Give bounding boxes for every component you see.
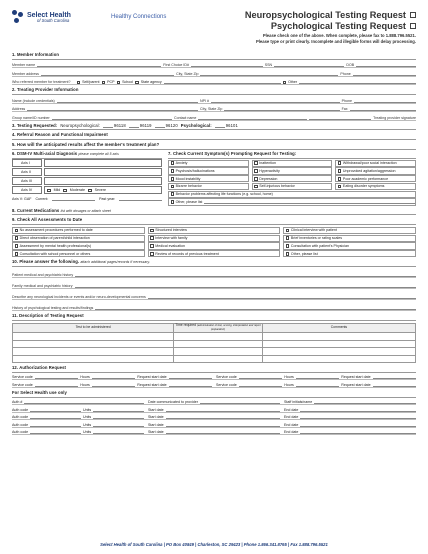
svc-label: Service code (216, 375, 237, 380)
end-date-label: End date (284, 407, 299, 412)
dob-field[interactable] (356, 63, 416, 67)
provider-fax-field[interactable] (350, 107, 416, 111)
symptom-label: Inattention (259, 161, 277, 166)
form-header (12, 10, 416, 50)
assessment-checkbox[interactable] (150, 244, 154, 248)
other-symptom-checkbox[interactable] (171, 200, 175, 204)
units-field[interactable] (93, 415, 144, 419)
code-96120: 96120 (165, 122, 178, 128)
start-date-label: Start date (148, 430, 164, 435)
code-96119-field[interactable] (129, 124, 139, 128)
symptom-checkbox[interactable] (338, 161, 342, 165)
date-communicated-field[interactable] (200, 400, 280, 404)
col-time-hint: (administration of test, scoring, interpretation and report preparation) (197, 324, 261, 332)
dsm-diagnosis (12, 152, 162, 206)
school-label: School (122, 80, 134, 85)
auth-code-row (12, 405, 416, 413)
axis-2-field[interactable] (44, 168, 162, 176)
assessment-checkbox[interactable] (286, 236, 290, 240)
form-titles (196, 10, 416, 45)
axis-1-field[interactable] (44, 159, 162, 167)
symptom-checkbox[interactable] (254, 169, 258, 173)
units-label: Units (83, 407, 92, 412)
table-row[interactable] (13, 333, 416, 341)
group-label: Group name/ID number (12, 115, 50, 120)
hours-label: Hours (284, 375, 294, 380)
member-phone-label: Phone (340, 71, 351, 76)
hours-label: Hours (80, 375, 90, 380)
mild-label: Mild (53, 188, 61, 193)
start-date-field[interactable] (166, 415, 280, 419)
symptom-label: Mood instability (175, 176, 201, 181)
gaf-current-field[interactable] (52, 197, 95, 201)
instructions (196, 33, 416, 44)
auth-number-field[interactable] (24, 400, 144, 404)
start-field[interactable] (373, 383, 416, 387)
other-symptom-label: Other, please list (175, 200, 203, 204)
provider-name-field[interactable] (57, 99, 198, 103)
symptom-option[interactable] (252, 160, 333, 167)
units-field[interactable] (93, 408, 144, 412)
assessment-option[interactable] (12, 250, 145, 257)
units-field[interactable] (93, 430, 144, 434)
agency-line (164, 80, 281, 84)
assessment-label: Structured interview (155, 228, 188, 233)
provider-address-label: Address (12, 107, 26, 112)
title-neuro: Neuropsychological Testing Request (244, 10, 406, 20)
table-row[interactable] (13, 348, 416, 356)
section-testing-requested (12, 124, 416, 131)
start-field[interactable] (169, 383, 212, 387)
assessment-checkbox[interactable] (15, 252, 19, 256)
assessment-option[interactable] (283, 227, 416, 234)
select-health-logo (12, 10, 107, 26)
symptom-checkbox[interactable] (171, 169, 175, 173)
assessment-option[interactable] (12, 227, 145, 234)
section-referral-reason: 4. Referral Reason and Functional Impairment (12, 133, 416, 140)
svc-field[interactable] (35, 375, 78, 379)
symptom-checkbox[interactable] (338, 169, 342, 173)
section-testing-description: 11. Description of Testing Request (12, 314, 416, 321)
svc-field[interactable] (239, 383, 282, 387)
assessment-checkbox[interactable] (15, 244, 19, 248)
office-auth-row (12, 398, 416, 406)
code-96119: 96119 (139, 122, 152, 128)
auth-code-rows (12, 405, 416, 435)
mild-checkbox[interactable] (47, 189, 51, 193)
gaf-past-label: Past year: (99, 197, 116, 202)
auth-code-field[interactable] (30, 430, 81, 434)
symptom-checkbox[interactable] (254, 161, 258, 165)
axis-1-label: Axis I (12, 159, 42, 167)
code-96120-field[interactable] (155, 124, 165, 128)
questions-hint: attach additional pages/records if necessary. (80, 260, 150, 265)
q-family-history: Family medical and psychiatric history (12, 284, 73, 289)
units-field[interactable] (93, 423, 144, 427)
symptom-grid (168, 159, 416, 190)
hours-field[interactable] (92, 383, 135, 387)
q-testing-history: History of psychological testing and results/findings (12, 306, 94, 311)
brand-name: Select Health (27, 12, 71, 20)
hours-label: Hours (284, 382, 294, 387)
assessment-option[interactable] (148, 250, 281, 257)
section-questions: 10. Please answer the following. (12, 259, 80, 265)
auth-code-row (12, 428, 416, 436)
svc-label: Service code (12, 382, 33, 387)
other-referral-label: Other (288, 80, 298, 85)
symptom-checkbox[interactable] (254, 185, 258, 189)
provider-city-field[interactable] (224, 107, 339, 111)
symptom-option[interactable] (335, 183, 416, 190)
assessment-label: Clinical interview with patient (290, 228, 337, 233)
section-provider-info: 2. Treating Provider Information (12, 88, 416, 95)
code-96118: 96118 (113, 122, 126, 128)
assessment-label: Review of records of previous treatment (155, 251, 219, 256)
self-parent-checkbox[interactable] (77, 81, 81, 85)
auth-number-label: Auth # (12, 400, 23, 405)
symptom-checkbox[interactable] (171, 177, 175, 181)
section-medications: 8. Current Medications (12, 207, 60, 213)
symptom-checkbox[interactable] (254, 177, 258, 181)
dsm-hint: please complete all 5 axis (78, 152, 119, 157)
hours-field[interactable] (296, 383, 339, 387)
assessment-option[interactable] (148, 227, 281, 234)
first-choice-label: First Choice ID# (163, 63, 190, 68)
units-label: Units (83, 422, 92, 427)
svc-field[interactable] (35, 383, 78, 387)
start-field[interactable] (373, 375, 416, 379)
member-address-label: Member address (12, 71, 39, 76)
col-time-label: Time required (175, 323, 197, 328)
end-date-label: End date (284, 430, 299, 435)
provider-address-field[interactable] (27, 107, 198, 111)
axis-5-label: Axis V: GAF (12, 197, 32, 202)
assessment-label: Brief inventories or rating scales (290, 236, 343, 241)
auth-code-field[interactable] (30, 408, 81, 412)
member-name-field[interactable] (37, 63, 161, 67)
other-referral-checkbox[interactable] (283, 81, 287, 85)
code-96101: 96101 (225, 122, 238, 128)
start-date-field[interactable] (166, 408, 280, 412)
assessment-checkbox[interactable] (286, 244, 290, 248)
symptom-option[interactable] (335, 175, 416, 182)
state-agency-label: State agency (140, 80, 162, 85)
svc-field[interactable] (239, 375, 282, 379)
symptom-label: Unprovoked agitation/aggression (342, 168, 396, 173)
contact-label: Contact name (174, 115, 197, 120)
pcp-label: PCP (107, 80, 115, 85)
axis-3-label: Axis III (12, 177, 42, 185)
provider-phone-label: Phone (341, 98, 352, 103)
start-date-label: Start date (148, 407, 164, 412)
code-96101-field[interactable] (215, 124, 225, 128)
note-clear: Please type or print clearly. Incomplete and illegible forms will delay processing. (255, 38, 416, 44)
provider-city-label: City, State Zip (200, 107, 223, 112)
group-field[interactable] (52, 116, 172, 120)
assessment-option[interactable] (283, 235, 416, 242)
symptom-option[interactable] (335, 160, 416, 167)
assessment-label: Consultation with patient's Physician (290, 244, 349, 248)
assessment-checkbox[interactable] (150, 229, 154, 233)
symptom-label: Self-injurious behavior (259, 184, 295, 189)
assessment-checkbox[interactable] (15, 236, 19, 240)
assessment-checkbox[interactable] (15, 229, 19, 233)
dsm-title: 6. DSM-IV Multi-axial Diagnosis (12, 151, 78, 157)
assessment-label: Medical evaluation (155, 244, 186, 248)
behavior-problems-label: Behavior problems affecting life functions (e.g. school, home) (175, 192, 273, 197)
q-patient-history: Patient medical and psychiatric history (12, 273, 74, 278)
hours-label: Hours (80, 382, 90, 387)
member-address-field[interactable] (41, 72, 174, 76)
severe-label: Severe (94, 188, 106, 193)
auth-request-row (12, 380, 416, 388)
staff-field[interactable] (314, 400, 416, 404)
dob-label: DOB (346, 63, 355, 68)
brand-sub: of South Carolina (37, 18, 70, 24)
assessment-label: Consultation with school personnel or others (19, 251, 91, 256)
testing-table (12, 323, 416, 363)
assessment-option[interactable] (12, 242, 145, 249)
member-phone-field[interactable] (353, 72, 416, 76)
npi-field[interactable] (211, 99, 340, 103)
units-label: Units (83, 415, 92, 420)
assessment-option[interactable] (148, 242, 281, 249)
provider-name-label: Name (include credentials) (12, 98, 55, 103)
symptom-checkbox[interactable] (171, 185, 175, 189)
assessment-label: Interview with family (155, 236, 188, 241)
neuro-label: Neuropsychological: (60, 122, 100, 128)
behavior-problems-checkbox[interactable] (171, 192, 175, 196)
neuro-checkbox[interactable] (410, 12, 416, 18)
referral-label: Who referred member for treatment? (12, 80, 71, 85)
end-date-field[interactable] (300, 415, 416, 419)
signature-label: Treating provider signature (373, 115, 416, 120)
code-96118-field[interactable] (103, 124, 113, 128)
assessment-option[interactable] (148, 235, 281, 242)
auth-code-row (12, 413, 416, 421)
family-history-field[interactable] (75, 284, 416, 288)
symptom-option[interactable] (335, 167, 416, 174)
col-test: Test to be administered (13, 324, 174, 333)
start-label: Request start date (341, 382, 371, 387)
contact-field[interactable] (198, 116, 307, 120)
referral-row (12, 77, 416, 86)
date-communicated-label: Date communicated to provider (148, 400, 198, 405)
svc-label: Service code (216, 382, 237, 387)
other-referral-field[interactable] (299, 80, 416, 84)
section-office-use: For Select Health use only (12, 391, 416, 398)
medications-hint: list with dosages or attach sheet (60, 208, 111, 213)
end-date-label: End date (284, 422, 299, 427)
axis-4-label: Axis IV (12, 186, 42, 194)
auth-code-field[interactable] (30, 423, 81, 427)
assessment-checkbox[interactable] (286, 229, 290, 233)
end-date-label: End date (284, 415, 299, 420)
section-member-info: 1. Member Information (12, 53, 416, 60)
ssn-field[interactable] (274, 63, 344, 67)
symptom-option[interactable] (168, 175, 249, 182)
provider-fax-label: Fax (341, 107, 348, 112)
state-agency-checkbox[interactable] (135, 81, 139, 85)
member-city-label: City, State Zip (176, 71, 199, 76)
title-psych: Psychological Testing Request (270, 20, 406, 31)
section-assessments: 9. Check All Assessments to Date (12, 218, 416, 225)
axis-4-field (44, 186, 162, 194)
npi-label: NPI # (200, 98, 210, 103)
pcp-checkbox[interactable] (102, 81, 106, 85)
symptom-label: Withdrawal/poor social interaction (342, 161, 397, 166)
signature-field[interactable] (309, 116, 371, 120)
testing-title: 3. Testing Requested: (12, 122, 58, 128)
start-field[interactable] (169, 375, 212, 379)
col-time (174, 324, 263, 333)
gaf-past-field[interactable] (119, 197, 162, 201)
psych-checkbox[interactable] (410, 23, 416, 29)
start-date-label: Start date (148, 422, 164, 427)
hours-field[interactable] (92, 375, 135, 379)
assessment-option[interactable] (12, 235, 145, 242)
auth-code-label: Auth code (12, 430, 29, 435)
symptom-checkbox[interactable] (338, 177, 342, 181)
start-date-field[interactable] (166, 423, 280, 427)
staff-label: Staff initials/name (284, 400, 313, 405)
healthy-connections-logo: Healthy Connections (111, 14, 167, 20)
auth-code-label: Auth code (12, 407, 29, 412)
assessment-label: No assessment procedures performed to date (19, 228, 93, 233)
symptom-option[interactable] (252, 183, 333, 190)
note-fax: Please check one of the above. When complete, please fax to 1.888.796.5521. (262, 33, 416, 39)
first-choice-field[interactable] (191, 63, 263, 67)
member-city-field[interactable] (200, 72, 338, 76)
symptom-label: Eating disorder symptoms (342, 184, 385, 189)
auth-request-row (12, 373, 416, 381)
symptom-label: Psychosis/hallucinations (175, 168, 215, 173)
symptom-label: Depression (259, 176, 278, 181)
member-name-label: Member name (12, 63, 36, 68)
svc-label: Service code (12, 375, 33, 380)
patient-history-field[interactable] (75, 273, 416, 277)
logo-mark-icon (12, 10, 25, 26)
neuro-incidents-field[interactable] (148, 295, 416, 299)
section-authorization: 12. Authorization Request (12, 366, 416, 373)
psych-label: Psychological: (180, 122, 212, 128)
start-date-label: Start date (148, 415, 164, 420)
symptom-option[interactable] (168, 160, 249, 167)
ssn-label: SSN (264, 63, 273, 68)
end-date-field[interactable] (300, 430, 416, 434)
assessment-label: Assessment by mental health professional(s) (19, 244, 92, 248)
symptom-label: Bizarre behavior (175, 184, 202, 189)
school-checkbox[interactable] (117, 81, 121, 85)
assessment-grid (12, 226, 416, 257)
other-symptom-field[interactable] (204, 200, 415, 204)
severe-checkbox[interactable] (88, 189, 92, 193)
symptom-label: Poor academic performance (342, 176, 389, 181)
axis-2-label: Axis II (12, 168, 42, 176)
auth-code-label: Auth code (12, 415, 29, 420)
symptom-option[interactable] (252, 175, 333, 182)
assessment-label: Other, please list (290, 251, 318, 256)
assessment-label: Direct observation of parent/child interaction (19, 236, 90, 241)
end-date-field[interactable] (300, 423, 416, 427)
symptom-checkbox[interactable] (338, 185, 342, 189)
provider-phone-field[interactable] (354, 99, 416, 103)
col-comments: Comments (262, 324, 415, 333)
start-date-field[interactable] (166, 430, 280, 434)
auth-code-label: Auth code (12, 422, 29, 427)
assessment-option[interactable] (283, 250, 416, 257)
assessment-checkbox[interactable] (150, 236, 154, 240)
start-label: Request start date (341, 375, 371, 380)
symptom-option[interactable] (168, 167, 249, 174)
assessment-checkbox[interactable] (286, 252, 290, 256)
axis-3-field[interactable] (44, 177, 162, 185)
q-neuro-incidents: Describe any neurological incidents or events and/or neuro-developmental concerns (12, 295, 146, 300)
end-date-field[interactable] (300, 408, 416, 412)
symptom-checkbox[interactable] (171, 161, 175, 165)
section-treatment-plan: 5. How will the anticipated results affect the member's treatment plan? (12, 143, 416, 150)
gaf-current-label: Current: (35, 197, 49, 202)
table-row[interactable] (13, 340, 416, 348)
symptoms-title: 7. Check Current Symptom(s) Prompting Request for Testing: (168, 152, 416, 159)
table-row[interactable] (13, 355, 416, 363)
symptom-label: Hyperactivity (259, 168, 280, 173)
start-label: Request start date (137, 382, 167, 387)
hours-field[interactable] (296, 375, 339, 379)
moderate-label: Moderate (69, 188, 85, 193)
self-parent-label: Self/parent (82, 80, 100, 85)
symptom-option[interactable] (168, 183, 249, 190)
units-label: Units (83, 430, 92, 435)
diagnosis-symptoms (12, 152, 416, 206)
symptom-label: Anxiety (175, 161, 188, 166)
footer-contact: Select Health of South Carolina | PO Box 40849 | Charleston, SC 29423 | Phone 1.866.341.8765 | Fax 1.888.796.5521 (100, 542, 328, 548)
symptom-option[interactable] (252, 167, 333, 174)
start-label: Request start date (137, 375, 167, 380)
symptoms (168, 152, 416, 206)
auth-code-field[interactable] (30, 415, 81, 419)
assessment-checkbox[interactable] (150, 252, 154, 256)
assessment-option[interactable] (283, 242, 416, 249)
auth-code-row (12, 420, 416, 428)
testing-history-field[interactable] (95, 306, 416, 310)
moderate-checkbox[interactable] (63, 189, 67, 193)
